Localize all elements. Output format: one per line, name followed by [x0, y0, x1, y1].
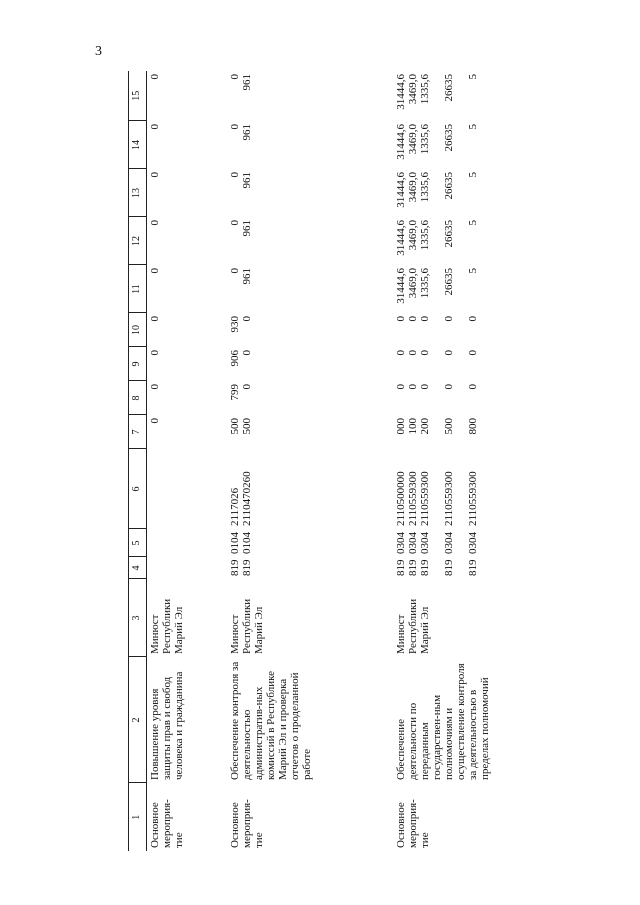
cell-grbs: 819 819 819 819 819: [394, 559, 479, 576]
table-row: [147, 71, 227, 851]
cell-executor: Минюст Республики Марий Эл: [228, 598, 265, 654]
header-cell: 6: [129, 449, 147, 529]
cell-value: 31444,6 3469,0 1335,6 26635 5: [394, 74, 479, 110]
cell-value: 0 961: [228, 268, 253, 285]
cell-rzpr: 0104 0104: [228, 532, 253, 554]
cell-value: 31444,6 3469,0 1335,6 26635 5: [394, 220, 479, 256]
cell-value: 0: [149, 124, 161, 130]
header-cell: 1: [129, 783, 147, 851]
cell-value: 0 961: [228, 74, 253, 91]
cell-value: 0 961: [228, 220, 253, 237]
cell-value: 0 0 0 0 0: [394, 350, 479, 356]
header-cell: 8: [129, 381, 147, 415]
header-cell: 5: [129, 529, 147, 557]
cell-event-type: Основное мероприя- тие: [394, 799, 431, 848]
cell-vr: 0: [149, 418, 161, 424]
header-cell: 7: [129, 415, 147, 449]
header-cell: 15: [129, 71, 147, 121]
cell-value: 0: [149, 384, 161, 390]
cell-event-name: Обеспечение деятельности по переданным государствен-ным полномочиям и осуществление контроля за деятельностью в пределах полномочий: [394, 663, 491, 780]
cell-value: 0 961: [228, 124, 253, 141]
cell-value: 0 961: [228, 172, 253, 189]
cell-event-type: Основное мероприя- тие: [149, 799, 185, 848]
rotated-table-container: [128, 71, 608, 851]
cell-event-name: Повышение уровня защиты прав и свобод человека и гражданина: [149, 671, 185, 780]
cell-value: 0 0 0 0 0: [394, 384, 479, 390]
page-number: 3: [95, 44, 102, 59]
header-cell: 9: [129, 347, 147, 381]
cell-value: 0: [149, 350, 161, 356]
budget-table: [128, 71, 563, 851]
cell-value: 0: [149, 74, 161, 80]
cell-csr: 2117026 2110470260: [228, 471, 253, 526]
header-cell: 3: [129, 579, 147, 657]
header-cell: 2: [129, 657, 147, 783]
table-row: [227, 71, 393, 851]
header-row: [129, 71, 147, 851]
cell-event-type: Основное мероприя- тие: [228, 799, 265, 848]
table-row: [393, 71, 563, 851]
cell-executor: Минюст Республики Марий Эл: [394, 598, 431, 654]
cell-value: 0: [149, 268, 161, 274]
cell-rzpr: 0304 0304 0304 0304 0304: [394, 532, 479, 554]
cell-value: 31444,6 3469,0 1335,6 26635 5: [394, 124, 479, 160]
cell-csr: 2110500000 2110559300 2110559300 2110559300 2110559300: [394, 471, 479, 526]
header-cell: 10: [129, 313, 147, 347]
cell-value: 0 0 0 0 0: [394, 316, 479, 322]
cell-value: 31444,6 3469,0 1335,6 26635 5: [394, 268, 479, 304]
cell-value: 0: [149, 316, 161, 322]
header-cell: 4: [129, 557, 147, 579]
cell-grbs: 819 819: [228, 559, 253, 576]
header-cell: 12: [129, 217, 147, 265]
cell-vr: 000 100 200 500 800: [394, 418, 479, 435]
cell-rzpr: [147, 529, 227, 557]
header-cell: 13: [129, 169, 147, 217]
cell-executor: Минюст Республики Марий Эл: [149, 598, 185, 654]
cell-grbs: [147, 557, 227, 579]
cell-event-name: Обеспечение контроля за деятельностью административ-ных комиссий в Республике Марий Эл и проверка отчетов о проделанной работе: [228, 661, 313, 780]
cell-value: 799 0: [228, 384, 253, 401]
header-cell: 14: [129, 121, 147, 169]
header-cell: 11: [129, 265, 147, 313]
cell-value: 31444,6 3469,0 1335,6 26635 5: [394, 172, 479, 208]
cell-value: 906 0: [228, 350, 253, 367]
cell-value: 930 0: [228, 316, 253, 333]
cell-value: 0: [149, 220, 161, 226]
cell-csr: [147, 449, 227, 529]
cell-value: 0: [149, 172, 161, 178]
cell-vr: 500 500: [228, 418, 253, 435]
